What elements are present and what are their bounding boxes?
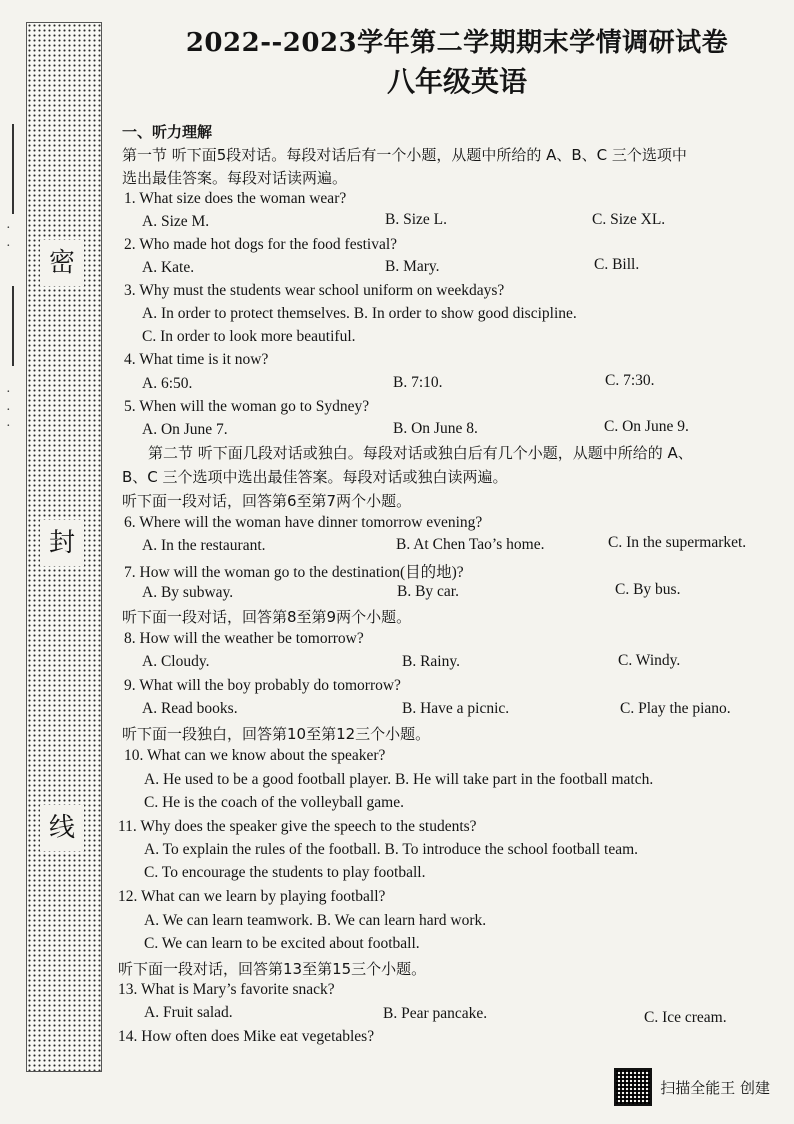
exam-line: C. In order to look more beautiful.	[142, 328, 356, 345]
edge-dot: ·	[6, 403, 11, 418]
exam-line: A. In order to protect themselves. B. In order to show good discipline.	[142, 305, 577, 322]
exam-line: B. 7:10.	[393, 374, 443, 391]
exam-line: 第二节 听下面几段对话或独白。每段对话或独白后有几个小题，从题中所给的 A、	[148, 444, 693, 462]
exam-line: 10. What can we know about the speaker?	[124, 747, 386, 764]
margin-label-feng: 封	[40, 520, 84, 566]
edge-mark	[12, 124, 14, 214]
exam-line: C. By bus.	[615, 581, 681, 598]
exam-line: 听下面一段对话，回答第6至第7两个小题。	[122, 492, 412, 510]
scanner-watermark-text: 扫描全能王 创建	[660, 1078, 770, 1097]
exam-line: B. By car.	[397, 583, 459, 600]
exam-line: B. Have a picnic.	[402, 700, 510, 717]
margin-label-xian: 线	[40, 805, 84, 851]
edge-dot: ·	[6, 221, 11, 236]
exam-line: A. Kate.	[142, 259, 195, 276]
exam-line: A. In the restaurant.	[142, 537, 266, 554]
exam-line: 11. Why does the speaker give the speech to the students?	[118, 818, 477, 835]
exam-line: 5. When will the woman go to Sydney?	[124, 398, 370, 415]
exam-line: C. Size XL.	[592, 211, 666, 228]
exam-line: 选出最佳答案。每段对话读两遍。	[122, 169, 348, 187]
exam-line: 1. What size does the woman wear?	[124, 190, 347, 207]
exam-line: B. Pear pancake.	[383, 1005, 488, 1022]
edge-mark	[12, 286, 14, 366]
exam-line: A. Cloudy.	[142, 653, 210, 670]
exam-line: C. On June 9.	[604, 418, 689, 435]
exam-line: 14. How often does Mike eat vegetables?	[118, 1028, 375, 1045]
exam-line: A. By subway.	[142, 584, 234, 601]
exam-line: A. Read books.	[142, 700, 238, 717]
exam-line: 一、听力理解	[122, 123, 213, 141]
exam-line: 3. Why must the students wear school uniform on weekdays?	[124, 282, 505, 299]
exam-line: B. Rainy.	[402, 653, 460, 670]
exam-subtitle: 八年级英语	[386, 65, 527, 98]
exam-line: A. Size M.	[142, 213, 210, 230]
exam-line: 第一节 听下面5段对话。每段对话后有一个小题，从题中所给的 A、B、C 三个选项中	[122, 146, 687, 164]
qr-code-icon	[614, 1068, 652, 1106]
exam-line: C. We can learn to be excited about football.	[144, 935, 420, 952]
exam-line: 听下面一段对话，回答第13至第15三个小题。	[118, 960, 427, 978]
exam-line: 听下面一段独白，回答第10至第12三个小题。	[122, 725, 431, 743]
exam-line: 6. Where will the woman have dinner tomorrow evening?	[124, 514, 483, 531]
exam-line: 8. How will the weather be tomorrow?	[124, 630, 364, 647]
exam-line: A. Fruit salad.	[144, 1004, 233, 1021]
exam-line: B、C 三个选项中选出最佳答案。每段对话或独白读两遍。	[122, 468, 508, 486]
edge-dot: ·	[6, 385, 11, 400]
scanner-footer	[614, 1068, 770, 1106]
exam-line: B. Size L.	[385, 211, 447, 228]
exam-line: C. Windy.	[618, 652, 681, 669]
exam-line: A. 6:50.	[142, 375, 193, 392]
exam-line: C. 7:30.	[605, 372, 655, 389]
exam-line: B. On June 8.	[393, 420, 478, 437]
exam-line: C. Bill.	[594, 256, 640, 273]
margin-label-mi: 密	[40, 240, 84, 286]
exam-line: 7. How will the woman go to the destination(目的地)?	[124, 564, 464, 581]
exam-line: C. Ice cream.	[644, 1009, 727, 1026]
exam-line: 13. What is Mary’s favorite snack?	[118, 981, 335, 998]
exam-line: 12. What can we learn by playing football?	[118, 888, 386, 905]
exam-line: C. Play the piano.	[620, 700, 731, 717]
exam-line: A. To explain the rules of the football. B. To introduce the school football team.	[144, 841, 639, 858]
exam-line: B. At Chen Tao’s home.	[396, 536, 545, 553]
exam-line: A. We can learn teamwork. B. We can learn hard work.	[144, 912, 487, 929]
edge-dot: ·	[6, 239, 11, 254]
exam-line: 9. What will the boy probably do tomorrow?	[124, 677, 401, 694]
exam-line: C. He is the coach of the volleyball game.	[144, 794, 404, 811]
exam-line: C. To encourage the students to play football.	[144, 864, 426, 881]
exam-line: 4. What time is it now?	[124, 351, 269, 368]
exam-line: 听下面一段对话，回答第8至第9两个小题。	[122, 608, 412, 626]
exam-line: 2. Who made hot dogs for the food festival?	[124, 236, 398, 253]
exam-line: B. Mary.	[385, 258, 440, 275]
exam-title: 2022--2023学年第二学期期末学情调研试卷	[185, 28, 729, 58]
exam-line: C. In the supermarket.	[608, 534, 747, 551]
exam-line: A. On June 7.	[142, 421, 228, 438]
edge-dot: ·	[6, 419, 11, 434]
exam-line: A. He used to be a good football player. B. He will take part in the football match.	[144, 771, 654, 788]
